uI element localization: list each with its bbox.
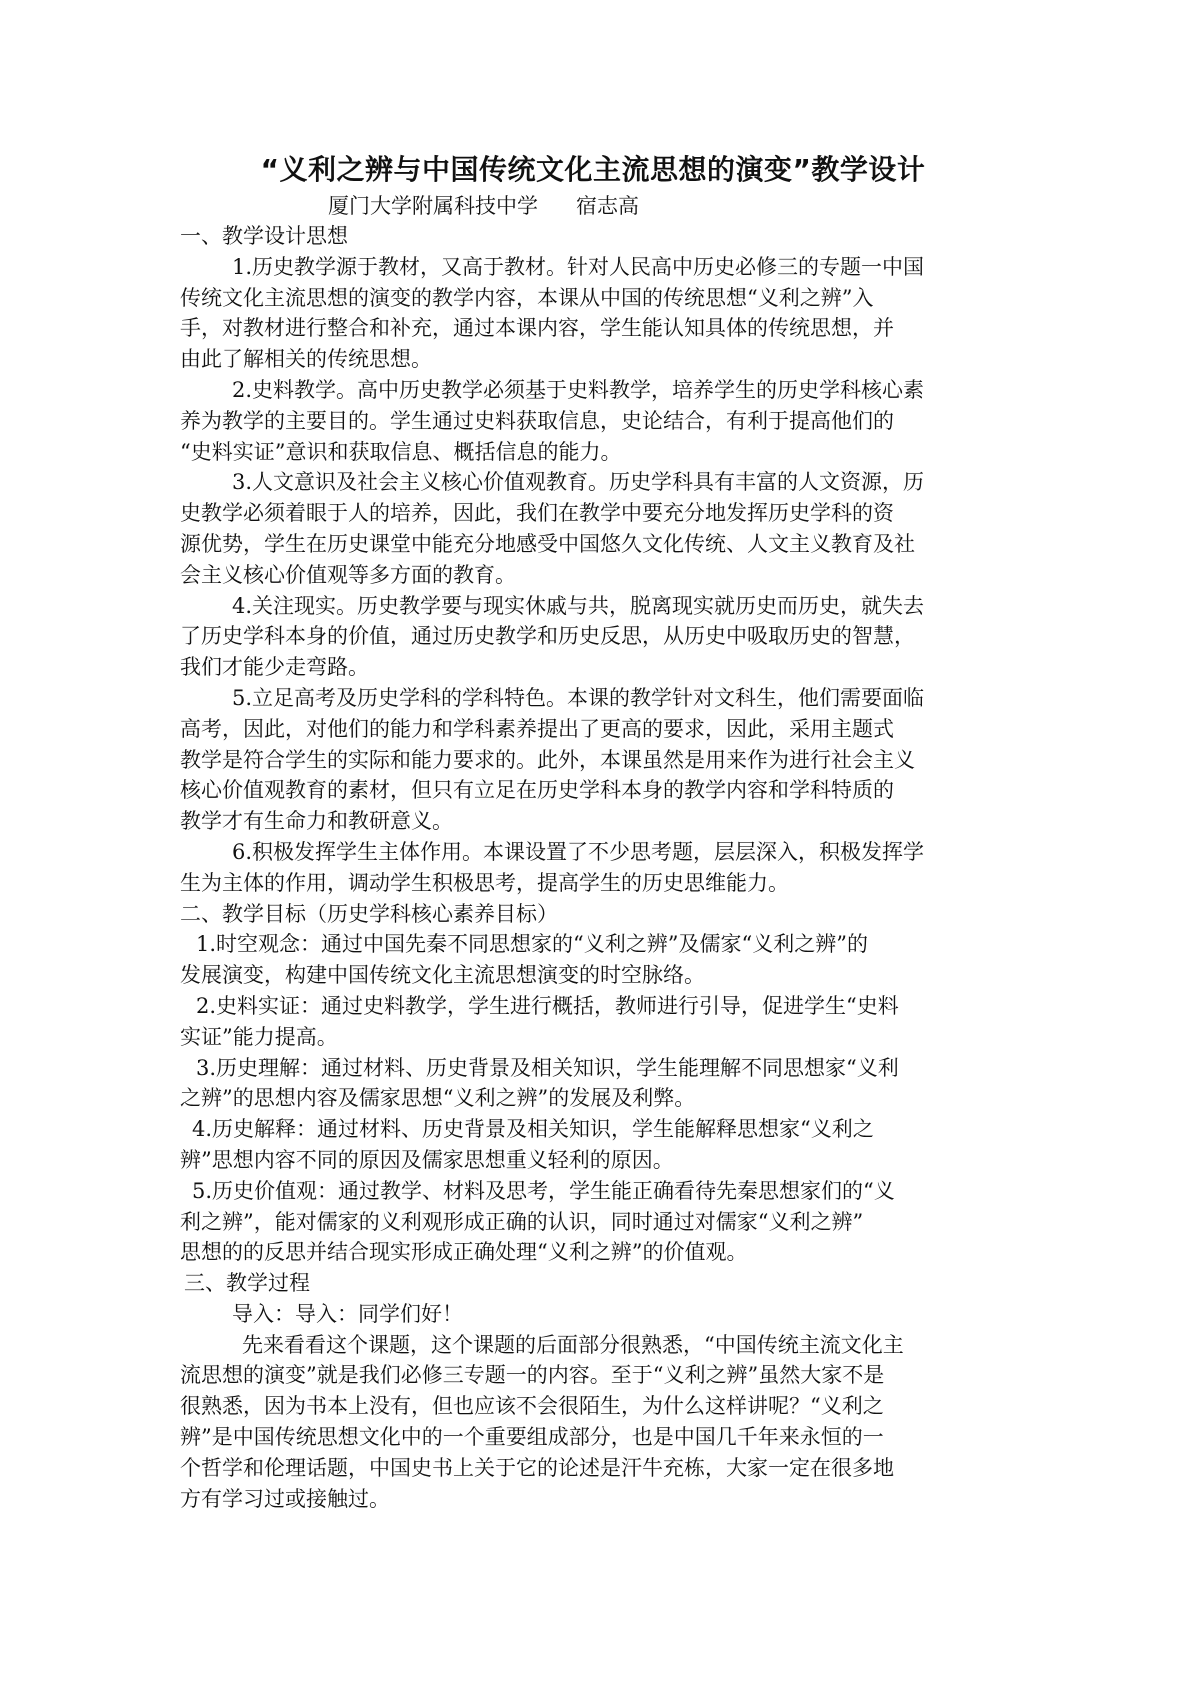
- objective-line: 1.时空观念：通过中国先秦不同思想家的“义利之辨”及儒家“义利之辨”的: [196, 932, 868, 957]
- paragraph-line: 教学才有生命力和教研意义。: [180, 809, 453, 834]
- section-heading: 一、教学设计思想: [180, 224, 348, 248]
- paragraph-line: 1.历史教学源于教材，又高于教材。针对人民高中历史必修三的专题一中国: [232, 254, 925, 279]
- paragraph-line: 生为主体的作用，调动学生积极思考，提高学生的历史思维能力。: [180, 870, 789, 895]
- author-line: [328, 191, 639, 221]
- paragraph-line: “史料实证”意识和获取信息、概括信息的能力。: [180, 439, 622, 464]
- paragraph-line: 养为教学的主要目的。学生通过史料获取信息，史论结合，有利于提高他们的: [180, 408, 894, 433]
- document-body: [180, 221, 1010, 1545]
- paragraph-line: 史教学必须着眼于人的培养，因此，我们在教学中要充分地发挥历史学科的资: [180, 501, 894, 526]
- objective-line: 2.史料实证：通过史料教学，学生进行概括，教师进行引导，促进学生“史料: [196, 993, 899, 1018]
- section-heading: 三、教学过程: [184, 1271, 310, 1296]
- paragraph-line: 由此了解相关的传统思想。: [180, 347, 432, 372]
- author-name: 宿志高: [576, 194, 639, 218]
- paragraph-line: 6.积极发挥学生主体作用。本课设置了不少思考题，层层深入，积极发挥学: [232, 839, 925, 864]
- paragraph-line: 2.史料教学。高中历史教学必须基于史料教学，培养学生的历史学科核心素: [232, 377, 925, 402]
- paragraph-line: 辨”是中国传统思想文化中的一个重要组成部分，也是中国几千年来永恒的一: [180, 1425, 884, 1450]
- author-school: 厦门大学附属科技中学: [328, 194, 538, 218]
- objective-line: 实证”能力提高。: [180, 1024, 338, 1049]
- paragraph-line: 5.立足高考及历史学科的学科特色。本课的教学针对文科生，他们需要面临: [232, 685, 925, 710]
- objective-line: 4.历史解释：通过材料、历史背景及相关知识，学生能解释思想家“义利之: [192, 1117, 874, 1142]
- paragraph-line: 了历史学科本身的价值，通过历史教学和历史反思，从历史中吸取历史的智慧，: [180, 624, 915, 649]
- paragraph-line: [180, 1514, 1010, 1545]
- section-heading: 二、教学目标（历史学科核心素养目标）: [180, 901, 558, 926]
- paragraph-line: 核心价值观教育的素材，但只有立足在历史学科本身的教学内容和学科特质的: [180, 778, 894, 803]
- paragraph-line: 个哲学和伦理话题，中国史书上关于它的论述是汗牛充栋，大家一定在很多地: [180, 1455, 894, 1480]
- document-title: “义利之辨与中国传统文化主流思想的演变”教学设计: [260, 153, 926, 186]
- paragraph-line: 4.关注现实。历史教学要与现实休戚与共，脱离现实就历史而历史，就失去: [232, 593, 925, 618]
- paragraph-line: 会主义核心价值观等多方面的教育。: [180, 562, 516, 587]
- objective-line: 之辨”的思想内容及儒家思想“义利之辨”的发展及利弊。: [180, 1086, 696, 1111]
- paragraph-line: 教学是符合学生的实际和能力要求的。此外，本课虽然是用来作为进行社会主义: [180, 747, 915, 772]
- paragraph-line: 3.人文意识及社会主义核心价值观教育。历史学科具有丰富的人文资源，历: [232, 470, 925, 495]
- objective-line: 思想的的反思并结合现实形成正确处理“义利之辨”的价值观。: [180, 1240, 748, 1265]
- paragraph-line: 方有学习过或接触过。: [180, 1486, 390, 1511]
- paragraph-line: 手，对教材进行整合和补充，通过本课内容，学生能认知具体的传统思想，并: [180, 316, 894, 341]
- objective-line: 辨”思想内容不同的原因及儒家思想重义轻利的原因。: [180, 1147, 674, 1172]
- objective-line: 5.历史价值观：通过教学、材料及思考，学生能正确看待先秦思想家们的“义: [192, 1178, 895, 1203]
- paragraph-line: 先来看看这个课题，这个课题的后面部分很熟悉，“中国传统主流文化主: [242, 1332, 904, 1357]
- objective-line: 利之辨”，能对儒家的义利观形成正确的认识，同时通过对儒家“义利之辨”: [180, 1209, 864, 1234]
- objective-line: 3.历史理解：通过材料、历史背景及相关知识，学生能理解不同思想家“义利: [196, 1055, 899, 1080]
- paragraph-line: 传统文化主流思想的演变的教学内容，本课从中国的传统思想“义利之辨”入: [180, 285, 874, 310]
- paragraph-line: 源优势，学生在历史课堂中能充分地感受中国悠久文化传统、人文主义教育及社: [180, 531, 915, 556]
- paragraph-line: 导入：导入：同学们好！: [232, 1301, 463, 1326]
- paragraph-line: 流思想的演变”就是我们必修三专题一的内容。至于“义利之辨”虽然大家不是: [180, 1363, 885, 1388]
- paragraph-line: 我们才能少走弯路。: [180, 655, 369, 680]
- paragraph-line: 很熟悉，因为书本上没有，但也应该不会很陌生，为什么这样讲呢？“义利之: [180, 1394, 884, 1419]
- paragraph-line: 高考，因此，对他们的能力和学科素养提出了更高的要求，因此，采用主题式: [180, 716, 894, 741]
- objective-line: 发展演变，构建中国传统文化主流思想演变的时空脉络。: [180, 963, 705, 988]
